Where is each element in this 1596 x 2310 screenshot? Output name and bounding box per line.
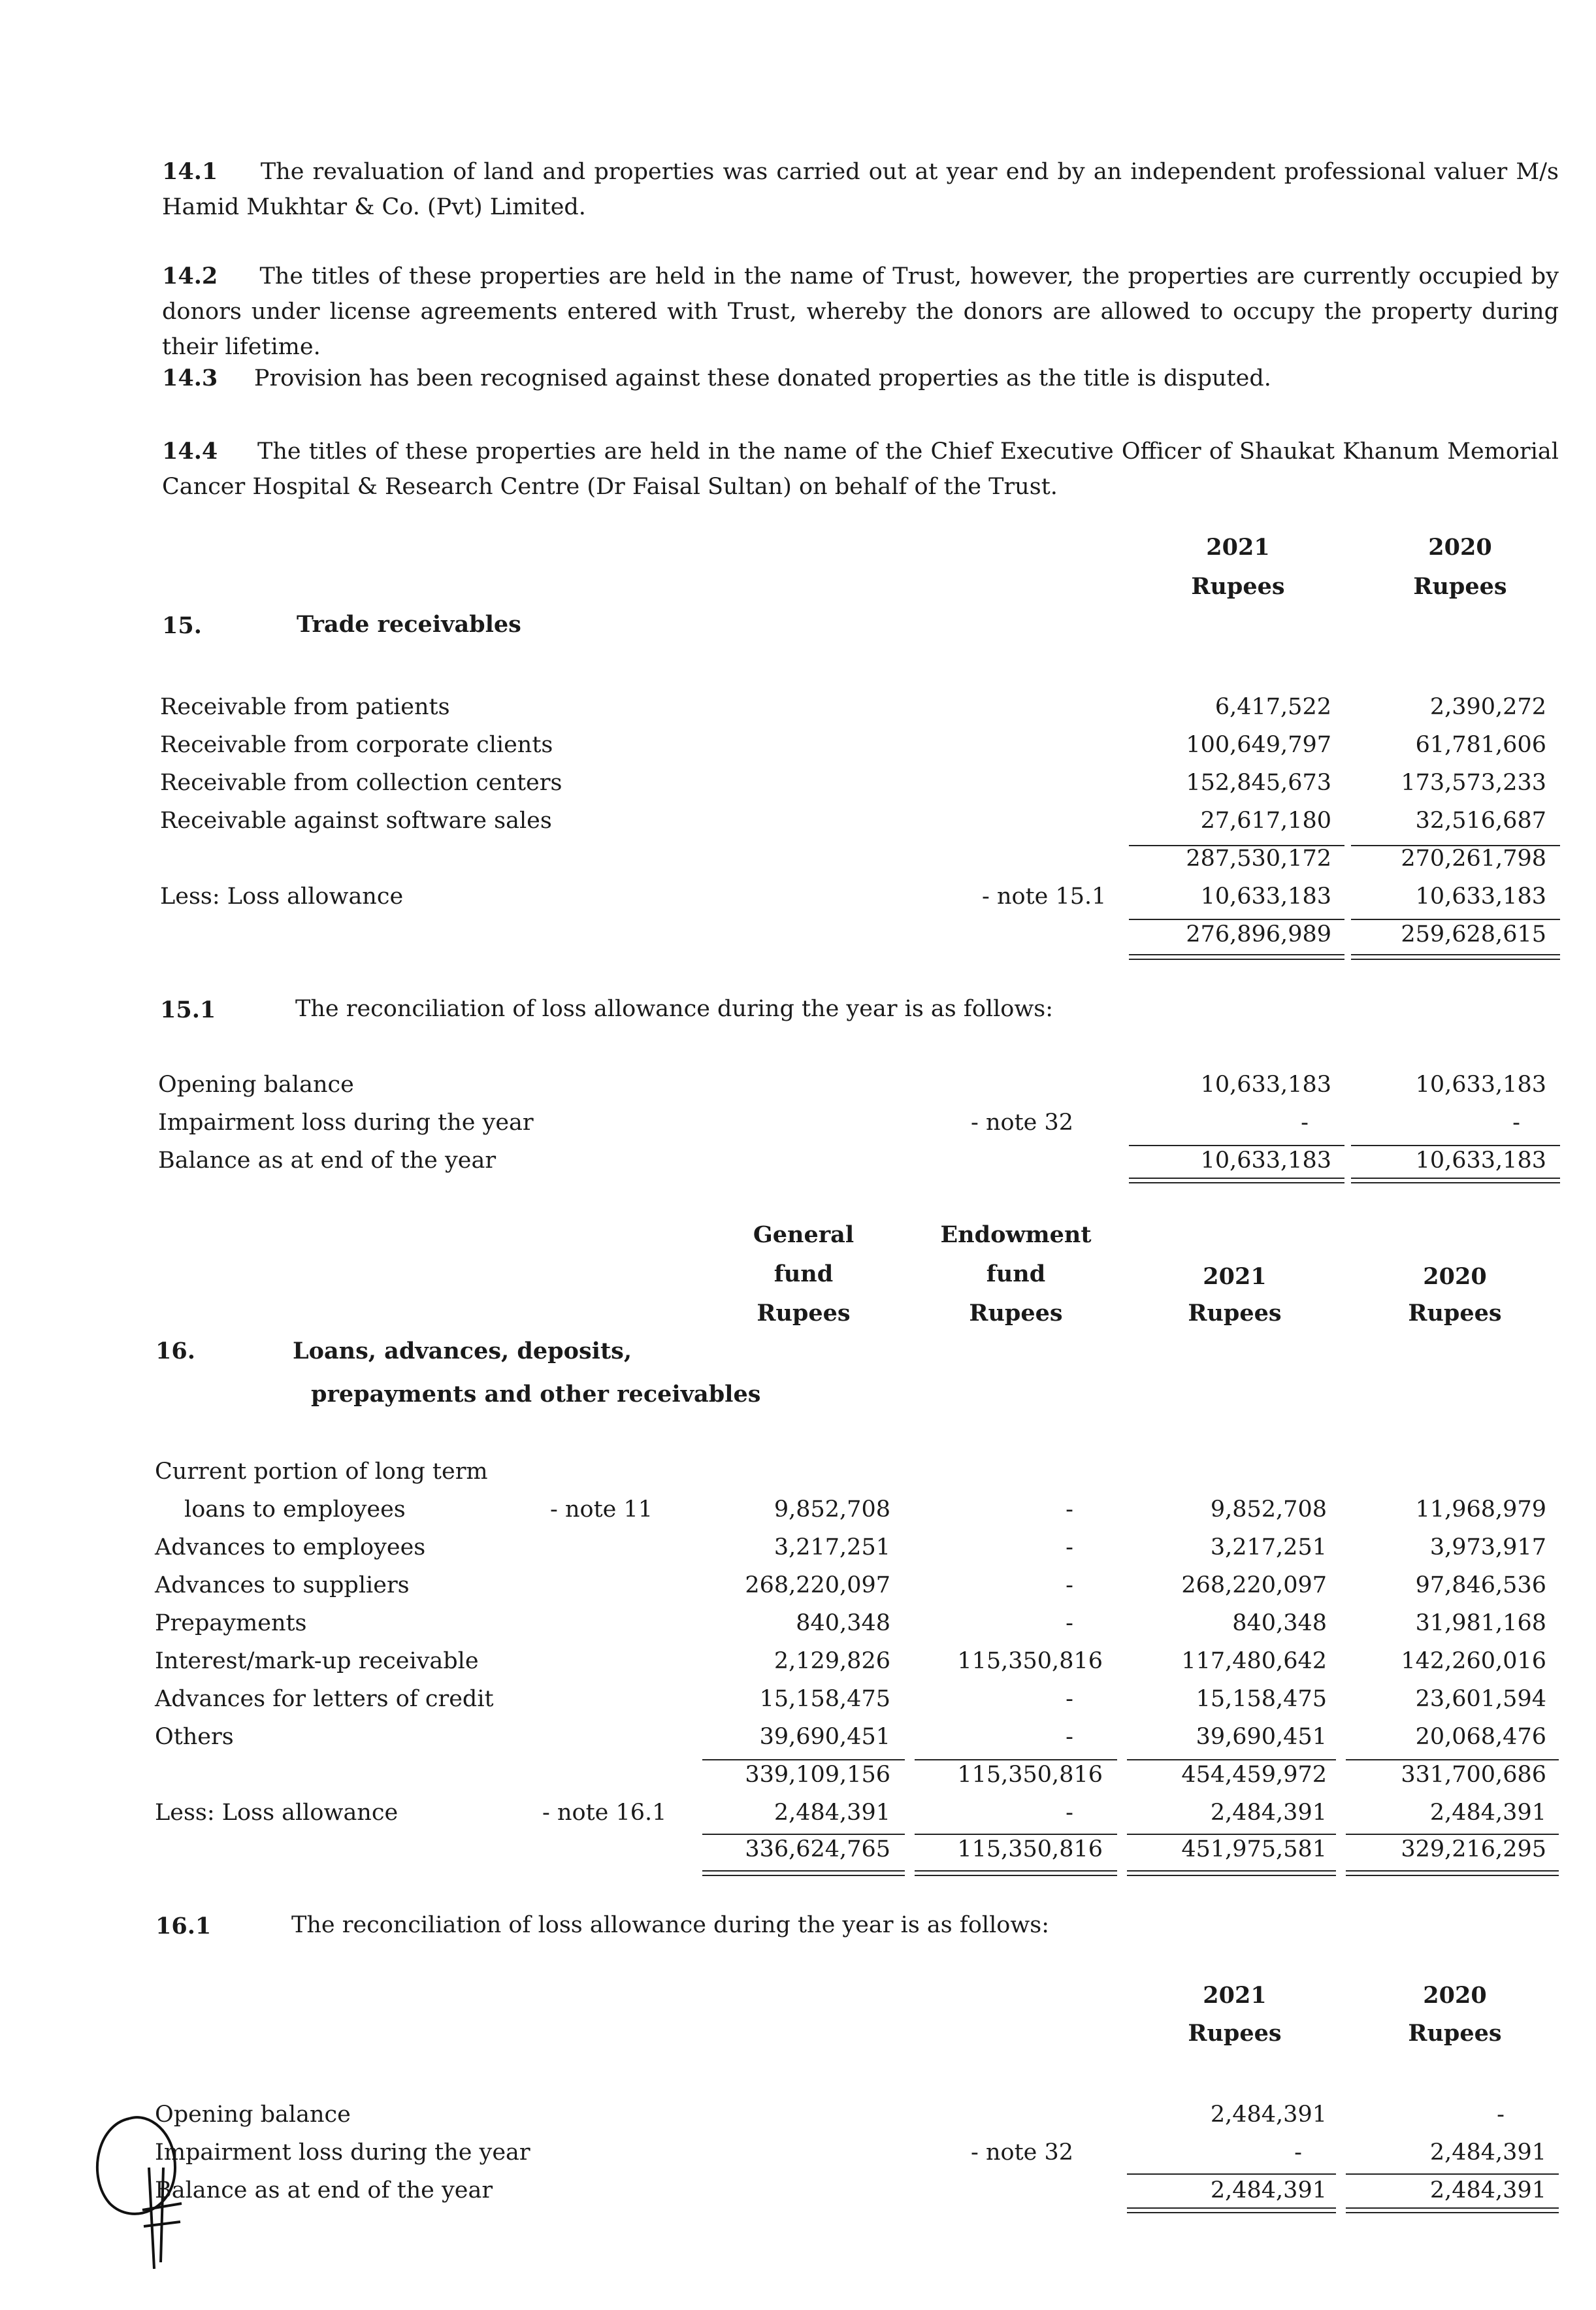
note-number: 14.2 — [162, 263, 218, 289]
subtotal-2021: 454,459,972 — [1181, 1762, 1327, 1788]
double-rule — [1351, 954, 1560, 960]
row-label: Interest/mark-up receivable — [155, 1648, 479, 1674]
subtotal-rule — [1346, 2173, 1559, 2175]
cell-general: 15,158,475 — [759, 1686, 890, 1712]
col-header-2021: 2021 — [1203, 1263, 1267, 1290]
cell-endowment: - — [1066, 1572, 1073, 1598]
double-rule — [1129, 1178, 1344, 1183]
total-general: 336,624,765 — [745, 1836, 890, 1862]
cell-2020: 97,846,536 — [1415, 1572, 1546, 1598]
section-number: 16.1 — [155, 1913, 212, 1939]
cell-2020: 173,573,233 — [1401, 770, 1546, 796]
row-label: Impairment loss during the year — [158, 1110, 534, 1136]
note-ref: - note 16.1 — [542, 1800, 667, 1826]
note-ref: - note 15.1 — [982, 883, 1107, 910]
row-label: Receivable from collection centers — [160, 770, 562, 796]
note-14-1 — [162, 154, 1559, 225]
cell-2020: 61,781,606 — [1415, 732, 1546, 758]
cell-2021: 6,417,522 — [1214, 694, 1331, 720]
row-label: Impairment loss during the year — [155, 2139, 530, 2166]
cell-2021: 100,649,797 — [1186, 732, 1331, 758]
subtotal-2020: 331,700,686 — [1401, 1762, 1546, 1788]
cell-2020: 142,260,016 — [1401, 1648, 1546, 1674]
cell-2021: 268,220,097 — [1181, 1572, 1327, 1598]
col-header-endowment-rupees: Rupees — [969, 1300, 1063, 1327]
cell-2020: 32,516,687 — [1415, 808, 1546, 834]
double-rule — [1346, 2207, 1559, 2213]
cell-2020: 2,390,272 — [1429, 694, 1546, 720]
subtotal-2020: 270,261,798 — [1401, 846, 1546, 872]
row-label: Receivable from corporate clients — [160, 732, 553, 758]
double-rule — [702, 1870, 905, 1876]
double-rule — [1127, 2207, 1336, 2213]
cell-2020: 20,068,476 — [1415, 1724, 1546, 1750]
cell-2021: 3,217,251 — [1210, 1534, 1327, 1560]
cell-2020: - — [1512, 1110, 1520, 1136]
note-number: 14.1 — [162, 158, 218, 185]
cell-2020: - — [1497, 2102, 1505, 2128]
note-text: Provision has been recognised against these donated properties as the title is disputed. — [253, 365, 1271, 391]
section-number: 15. — [162, 612, 202, 639]
col-header-rupees-2020: Rupees — [1413, 573, 1507, 600]
row-label: Less: Loss allowance — [160, 883, 404, 910]
note-14-2 — [162, 259, 1559, 365]
col-header-2020: 2020 — [1423, 1982, 1487, 2009]
col-header-rupees-2021: Rupees — [1188, 1300, 1282, 1327]
cell-2021: 10,633,183 — [1200, 883, 1331, 910]
row-label: Receivable against software sales — [160, 808, 552, 834]
cell-2021: 10,633,183 — [1200, 1147, 1331, 1174]
col-header-rupees-2021: Rupees — [1191, 573, 1285, 600]
cell-2021: 9,852,708 — [1210, 1496, 1327, 1523]
note-14-3 — [162, 361, 1559, 396]
section-intro: The reconciliation of loss allowance during the year is as follows: — [295, 996, 1054, 1022]
col-header-rupees-2020: Rupees — [1408, 1300, 1502, 1327]
col-header-general: General — [753, 1221, 855, 1248]
col-header-rupees-2020: Rupees — [1408, 2020, 1502, 2047]
note-number: 14.4 — [162, 438, 218, 465]
cell-2021: 2,484,391 — [1210, 2177, 1327, 2203]
cell-2021: 2,484,391 — [1210, 2102, 1327, 2128]
cell-endowment: - — [1066, 1534, 1073, 1560]
cell-endowment: - — [1066, 1496, 1073, 1523]
cell-general: 3,217,251 — [774, 1534, 890, 1560]
row-label: Advances to suppliers — [155, 1572, 410, 1598]
row-label: Balance as at end of the year — [158, 1147, 497, 1174]
cell-general: 2,484,391 — [774, 1800, 890, 1826]
col-header-2021: 2021 — [1206, 534, 1270, 561]
note-number: 14.3 — [162, 365, 218, 391]
cell-2020: 2,484,391 — [1429, 1800, 1546, 1826]
row-label: Advances for letters of credit — [155, 1686, 494, 1712]
section-title-line1: Loans, advances, deposits, — [293, 1338, 632, 1364]
subtotal-2021: 287,530,172 — [1186, 846, 1331, 872]
row-label: Balance as at end of the year — [155, 2177, 493, 2203]
cell-2021: 840,348 — [1232, 1610, 1327, 1636]
note-text: The titles of these properties are held in the name of Trust, however, the properties are currently occupied by donors under license agreements entered with Trust, whereby the donors are allowed to occupy the property during their lifetime. — [162, 263, 1559, 360]
cell-general: 39,690,451 — [759, 1724, 890, 1750]
cell-endowment: - — [1066, 1610, 1073, 1636]
cell-general: 2,129,826 — [774, 1648, 890, 1674]
cell-2020: 2,484,391 — [1429, 2139, 1546, 2166]
note-ref: - note 32 — [971, 2139, 1074, 2166]
cell-2021: 27,617,180 — [1200, 808, 1331, 834]
section-title-line2: prepayments and other receivables — [311, 1381, 761, 1408]
cell-general: 840,348 — [796, 1610, 890, 1636]
col-header-endowment-fund: fund — [986, 1261, 1046, 1287]
cell-2021: 152,845,673 — [1186, 770, 1331, 796]
subtotal-endowment: 115,350,816 — [957, 1762, 1103, 1788]
note-14-4 — [162, 434, 1559, 504]
initials-signature — [84, 2105, 188, 2275]
cell-endowment: - — [1066, 1724, 1073, 1750]
double-rule — [1346, 1870, 1559, 1876]
note-text: The titles of these properties are held in the name of the Chief Executive Officer of Shaukat Khanum Memorial Cancer Hospital & Research Centre (Dr Faisal Sultan) on behalf of the Trust. — [162, 438, 1559, 500]
row-label: Opening balance — [158, 1072, 354, 1098]
cell-2020: 10,633,183 — [1415, 883, 1546, 910]
row-label: Receivable from patients — [160, 694, 450, 720]
subtotal-rule — [1127, 2173, 1336, 2175]
col-header-rupees-2021: Rupees — [1188, 2020, 1282, 2047]
total-endowment: 115,350,816 — [957, 1836, 1103, 1862]
section-title: Trade receivables — [297, 611, 521, 638]
section-intro: The reconciliation of loss allowance during the year is as follows: — [291, 1912, 1050, 1938]
cell-2020: 2,484,391 — [1429, 2177, 1546, 2203]
cell-endowment: - — [1066, 1686, 1073, 1712]
col-header-2020: 2020 — [1428, 534, 1492, 561]
cell-2021: 39,690,451 — [1196, 1724, 1327, 1750]
cell-endowment: 115,350,816 — [957, 1648, 1103, 1674]
cell-2020: 10,633,183 — [1415, 1147, 1546, 1174]
col-header-general-rupees: Rupees — [757, 1300, 851, 1327]
total-2021: 276,896,989 — [1186, 921, 1331, 948]
col-header-2020: 2020 — [1423, 1263, 1487, 1290]
subtotal-general: 339,109,156 — [745, 1762, 890, 1788]
section-number: 15.1 — [160, 997, 216, 1023]
total-2020: 259,628,615 — [1401, 921, 1546, 948]
double-rule — [1127, 1870, 1336, 1876]
cell-general: 268,220,097 — [745, 1572, 890, 1598]
cell-2020: 10,633,183 — [1415, 1072, 1546, 1098]
row-label: Prepayments — [155, 1610, 307, 1636]
note-text: The revaluation of land and properties was carried out at year end by an independent professional valuer M/s Hamid Mukhtar & Co. (Pvt) Limited. — [162, 159, 1559, 220]
row-label: Opening balance — [155, 2102, 351, 2128]
cell-2021: - — [1294, 2139, 1302, 2166]
cell-2021: 117,480,642 — [1181, 1648, 1327, 1674]
double-rule — [1129, 954, 1344, 960]
cell-2021: 10,633,183 — [1200, 1072, 1331, 1098]
note-ref: - note 11 — [550, 1496, 653, 1523]
cell-2020: 3,973,917 — [1429, 1534, 1546, 1560]
cell-2020: 31,981,168 — [1415, 1610, 1546, 1636]
row-label: Less: Loss allowance — [155, 1800, 399, 1826]
row-label: Others — [155, 1724, 234, 1750]
cell-2020: 23,601,594 — [1415, 1686, 1546, 1712]
total-2021: 451,975,581 — [1181, 1836, 1327, 1862]
row-label: Advances to employees — [155, 1534, 426, 1560]
double-rule — [915, 1870, 1117, 1876]
section-number: 16. — [155, 1338, 195, 1364]
double-rule — [1351, 1178, 1560, 1183]
cell-2020: 11,968,979 — [1415, 1496, 1546, 1523]
cell-endowment: - — [1066, 1800, 1073, 1826]
row-label: Current portion of long term — [155, 1459, 488, 1485]
note-ref: - note 32 — [971, 1110, 1074, 1136]
cell-2021: 15,158,475 — [1196, 1686, 1327, 1712]
col-header-endowment: Endowment — [940, 1221, 1092, 1248]
col-header-2021: 2021 — [1203, 1982, 1267, 2009]
row-label: loans to employees — [184, 1496, 406, 1523]
cell-general: 9,852,708 — [774, 1496, 890, 1523]
cell-2021: - — [1301, 1110, 1309, 1136]
cell-2021: 2,484,391 — [1210, 1800, 1327, 1826]
total-2020: 329,216,295 — [1401, 1836, 1546, 1862]
col-header-general-fund: fund — [774, 1261, 834, 1287]
